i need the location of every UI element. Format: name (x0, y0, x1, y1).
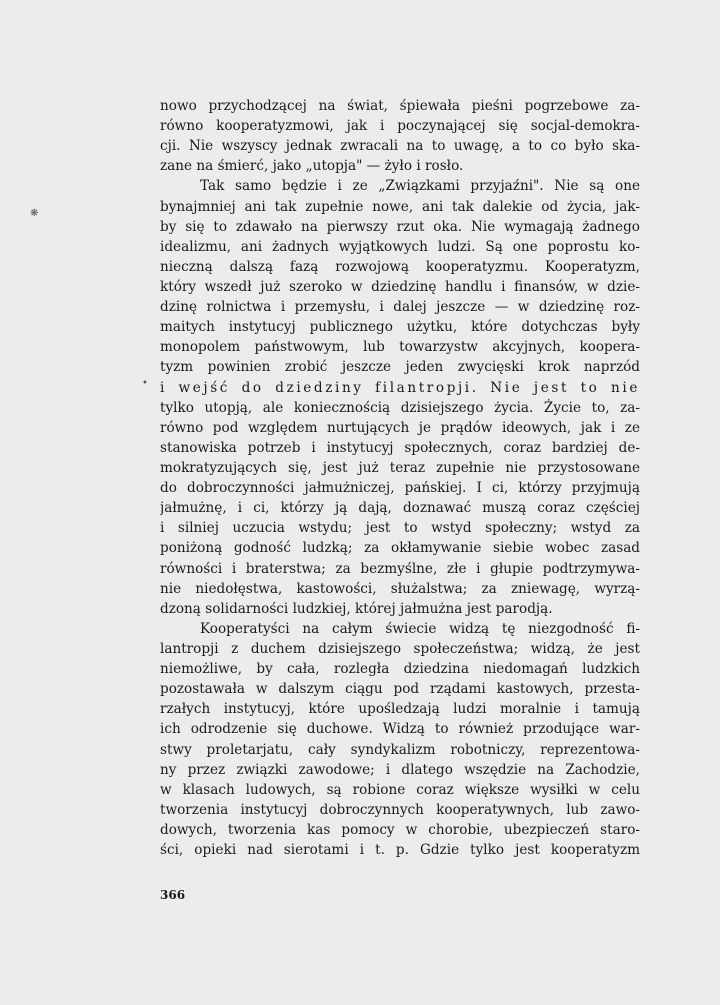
text-line: tylko utopją, ale koniecznością dzisiejszego życia. Życie to, za- (160, 399, 640, 416)
text-line: rzałych instytucyj, które upośledzają ludzi moralnie i tamują (160, 701, 640, 718)
text-line: nowo przychodzącej na świat, śpiewała pieśni pogrzebowe za- (160, 98, 640, 114)
text-line: dzinę rolnictwa i przemysłu, i dalej jeszcze — w dziedzinę roz- (160, 299, 640, 316)
text-line: stwy proletarjatu, cały syndykalizm robotniczy, reprezentowa- (160, 741, 640, 758)
page-number: 366 (160, 888, 186, 902)
text-line: cji. Nie wszyscy jednak zwracali na to uwagę, a to co było ska- (160, 138, 640, 155)
text-line: równo pod względem nurtujących je prądów ideowych, jak i ze (160, 419, 640, 436)
text-line: równości i braterstwa; za bezmyślne, złe i głupie podtrzymywa- (160, 560, 640, 577)
text-line: jałmużnę, i ci, którzy ją dają, doznawać muszą coraz częściej (160, 500, 640, 517)
text-line: nieczną dalszą fazą rozwojową kooperatyzmu. Kooperatyzm, (160, 258, 640, 275)
text-line: ny przez związki zawodowe; i dlatego wszędzie na Zachodzie, (160, 761, 640, 778)
text-line: i silniej uczucia wstydu; jest to wstyd społeczny; wstyd za (160, 520, 640, 537)
text-line: ści, opieki nad sierotami i t. p. Gdzie tylko jest kooperatyzm (160, 842, 640, 859)
text-line: mokratyzujących się, jest już teraz zupełnie nie przystosowane (160, 459, 640, 476)
text-line: i wejść do dziedziny filantropji. Nie jest to nie (160, 379, 640, 396)
text-line: ich odrodzenie się duchowe. Widzą to również przodujące war- (160, 721, 640, 738)
text-line: w klasach ludowych, są robione coraz większe wysiłki w celu (160, 781, 640, 798)
text-line: Tak samo będzie i ze „Związkami przyjaźni". Nie są one (200, 178, 640, 195)
text-line: stanowiska potrzeb i instytucyj społecznych, coraz bardziej de- (160, 439, 640, 456)
text-line: tworzenia instytucyj dobroczynnych kooperatywnych, lub zawo- (160, 801, 640, 818)
text-line: pozostawała w dalszym ciągu pod rządami kastowych, przesta- (160, 681, 640, 698)
text-line: dowych, tworzenia kas pomocy w chorobie, ubezpieczeń staro- (160, 821, 640, 838)
text-line: Kooperatyści na całym świecie widzą tę niezgodność fi- (200, 620, 640, 637)
text-line: tyzm powinien zrobić jeszcze jeden zwycięski krok naprzód (160, 359, 640, 376)
text-line: do dobroczynności jałmużniczej, pańskiej. I ci, którzy przyjmują (160, 480, 640, 497)
text-line: monopolem państwowym, lub towarzystw akcyjnych, koopera- (160, 339, 640, 356)
text-line: równo kooperatyzmowi, jak i poczynającej się socjal-demokra- (160, 118, 640, 135)
page-speck: • (142, 378, 148, 389)
text-line: dzoną solidarności ludzkiej, której jałmużna jest parodją. (160, 600, 553, 617)
text-line: niemożliwe, by cała, rozległa dziedzina niedomagań ludzkich (160, 661, 640, 678)
body-text (160, 96, 640, 860)
text-line: lantropji z duchem dzisiejszego społeczeństwa; widzą, że jest (160, 640, 640, 657)
page-speck: ❋ (30, 208, 39, 219)
text-line: idealizmu, ani żadnych wyjątkowych ludzi. Są one poprostu ko- (160, 238, 640, 255)
text-line: poniżoną godność ludzką; za okłamywanie siebie wobec zasad (160, 540, 640, 557)
text-line: nie niedołęstwa, kastowości, służalstwa; za zniewagę, wyrzą- (160, 580, 640, 597)
text-line: który wszedł już szeroko w dziedzinę handlu i finansów, w dzie- (160, 278, 640, 295)
text-line: by się to zdawało na pierwszy rzut oka. Nie wymagają żadnego (160, 218, 640, 235)
text-line: zane na śmierć, jako „utopja" — żyło i rosło. (160, 158, 464, 175)
text-line: maitych instytucyj publicznego użytku, które dotychczas były (160, 319, 640, 336)
text-line: bynajmniej ani tak zupełnie nowe, ani tak dalekie od życia, jak- (160, 198, 640, 215)
